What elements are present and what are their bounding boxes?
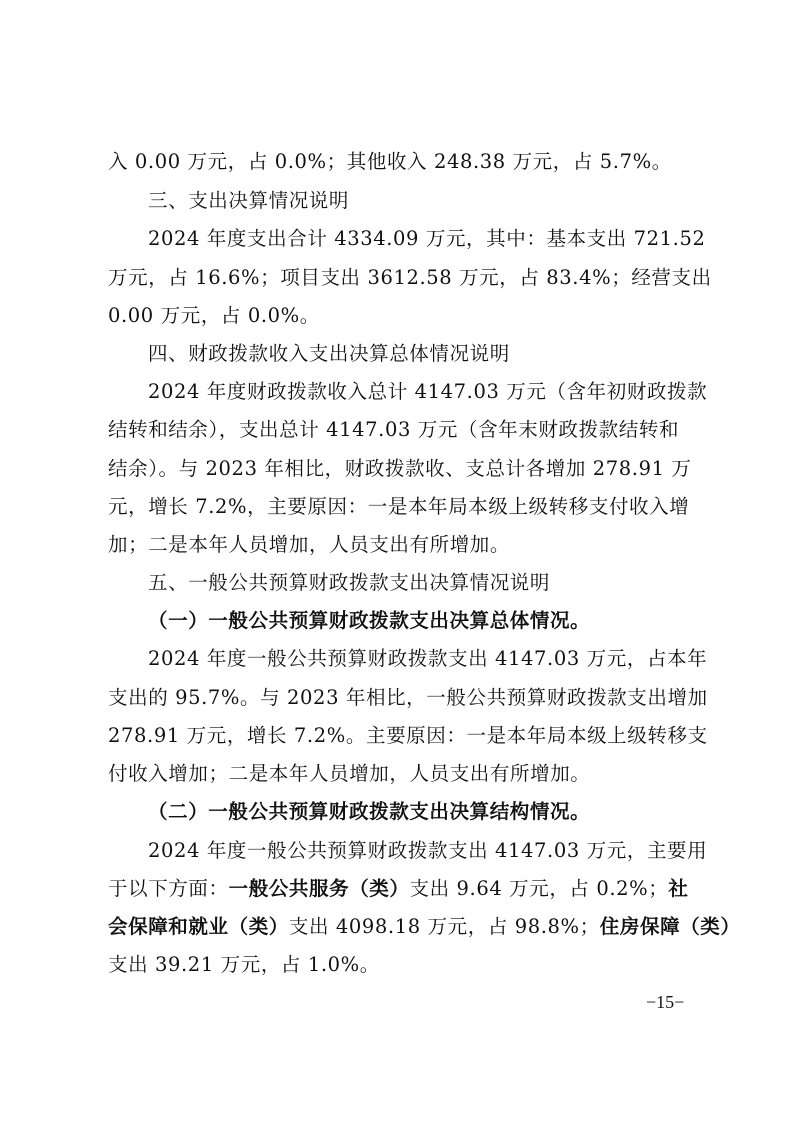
paragraph-line: 结余）。与 2023 年相比，财政拨款收、支总计各增加 278.91 万 <box>108 457 692 480</box>
category-housing-security: 住房保障（类） <box>599 915 741 938</box>
paragraph-line: 元，增长 7.2%，主要原因：一是本年局本级上级转移支付收入增 <box>108 495 690 518</box>
paragraph-line: 加；二是本年人员增加，人员支出有所增加。 <box>108 533 511 556</box>
section-heading-fiscal-appropriation: 四、财政拨款收入支出决算总体情况说明 <box>148 342 510 365</box>
paragraph-line: 入 0.00 万元，占 0.0%；其他收入 248.38 万元，占 5.7%。 <box>108 150 672 173</box>
paragraph-line: 支出的 95.7%。与 2023 年相比，一般公共预算财政拨款支出增加 <box>108 686 708 709</box>
text-run: 于以下方面： <box>108 877 229 900</box>
paragraph-line: 2024 年度一般公共预算财政拨款支出 4147.03 万元，占本年 <box>148 647 708 670</box>
text-run: 支出 4098.18 万元，占 98.8%； <box>288 915 600 938</box>
paragraph-line: 278.91 万元，增长 7.2%。主要原因：一是本年局本级上级转移支 <box>108 724 708 747</box>
subsection-heading-structure: （二）一般公共预算财政拨款支出决算结构情况。 <box>148 800 591 823</box>
section-heading-expenditure: 三、支出决算情况说明 <box>148 189 350 212</box>
category-social-security-part: 社 <box>668 877 689 900</box>
paragraph-line: 支出 39.21 万元，占 1.0%。 <box>108 953 380 976</box>
paragraph-line: 付收入增加；二是本年人员增加，人员支出有所增加。 <box>108 762 591 785</box>
paragraph-line: 万元，占 16.6%；项目支出 3612.58 万元，占 83.4%；经营支出 <box>108 266 712 289</box>
text-run: 支出 9.64 万元，占 0.2%； <box>409 877 669 900</box>
paragraph-line <box>108 874 693 904</box>
paragraph-line: 2024 年度一般公共预算财政拨款支出 4147.03 万元，主要用 <box>148 839 708 862</box>
section-heading-general-budget: 五、一般公共预算财政拨款支出决算情况说明 <box>148 571 551 594</box>
paragraph-line <box>108 912 741 942</box>
category-social-security: 会保障和就业（类） <box>108 915 289 938</box>
paragraph-line: 0.00 万元，占 0.0%。 <box>108 304 320 327</box>
paragraph-line: 2024 年度支出合计 4334.09 万元，其中：基本支出 721.52 <box>148 227 706 250</box>
subsection-heading-overall: （一）一般公共预算财政拨款支出决算总体情况。 <box>148 609 591 632</box>
category-general-public-services: 一般公共服务（类） <box>228 877 410 900</box>
paragraph-line: 2024 年度财政拨款收入总计 4147.03 万元（含年初财政拨款 <box>148 380 708 403</box>
page-number: −15− <box>646 992 685 1012</box>
paragraph-line: 结转和结余），支出总计 4147.03 万元（含年末财政拨款结转和 <box>108 418 680 441</box>
